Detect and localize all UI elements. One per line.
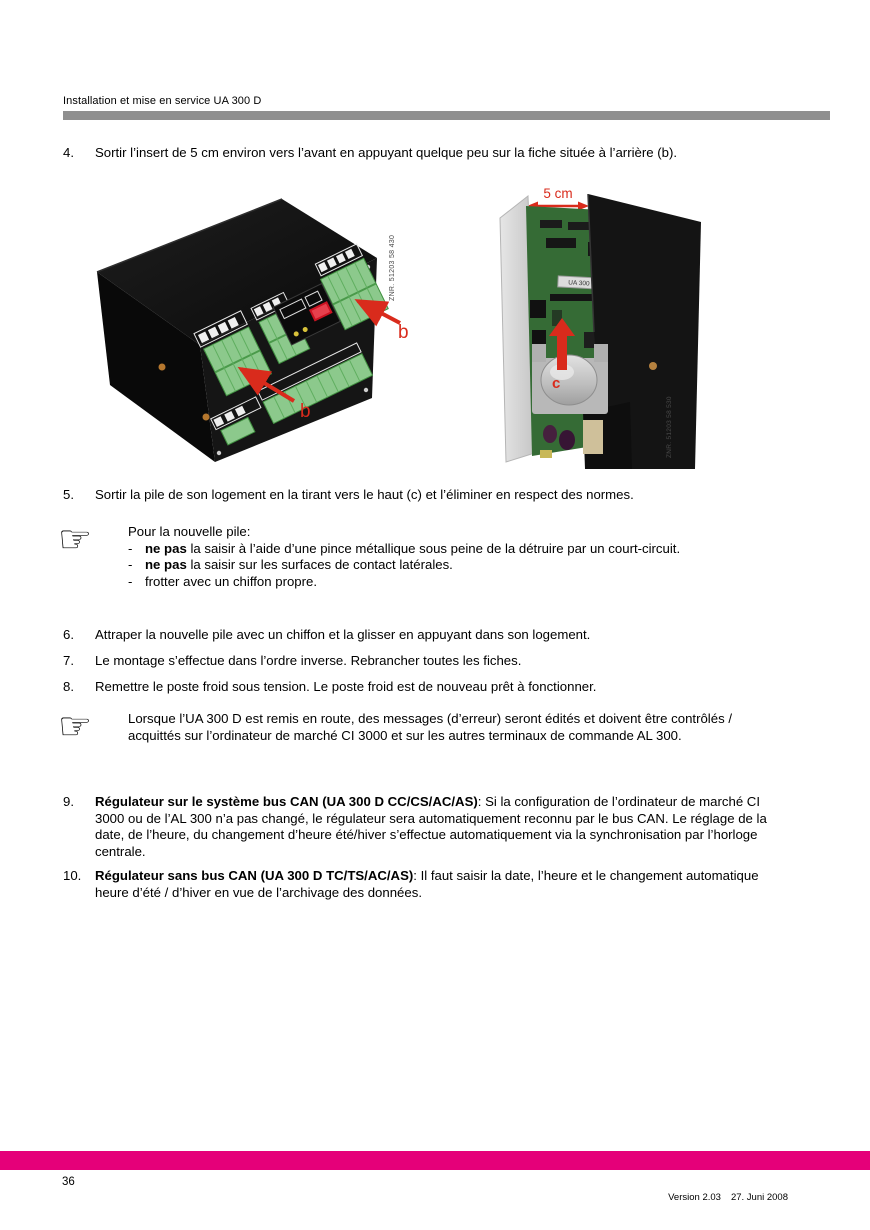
- note-item-rest: frotter avec un chiffon propre.: [145, 573, 318, 589]
- side-rivet: [159, 364, 166, 371]
- board-label: UA 300: [568, 279, 590, 288]
- step-number: 4.: [63, 145, 74, 160]
- step-9: [63, 794, 775, 860]
- step-number: 9.: [63, 794, 74, 809]
- step-text: [95, 487, 775, 504]
- note-battery-handling: [128, 524, 776, 590]
- note-list-item: [128, 574, 776, 591]
- step-body: : Si la configuration de l’ordinateur de marché CI 3000 ou de l’AL 300 n’a pas changé, le régulateur sera automatiquement reconnu par le bus CAN. Le réglage de la date, de l’heure, du changement d’heure été/hiver s’effectue automatiquement via la synchronisation par l’horloge centrale.: [95, 794, 767, 859]
- figure-side-view: [488, 182, 708, 474]
- page-number: 36: [62, 1176, 75, 1188]
- note-item-text: [145, 557, 453, 574]
- znr-code-vertical: ZNR. 51203 58 430: [389, 234, 396, 301]
- step-number: 6.: [63, 627, 74, 642]
- step-8: [63, 679, 775, 696]
- step-text: [95, 794, 775, 860]
- step-5: [63, 487, 775, 504]
- side-rivet: [203, 414, 210, 421]
- step-text: [95, 653, 775, 670]
- front-view-photo: [78, 185, 473, 470]
- label-b-bottom: b: [300, 401, 311, 422]
- note-list-item: [128, 557, 776, 574]
- note-item-bold: ne pas: [145, 540, 187, 556]
- step-bold: Régulateur sur le système bus CAN (UA 300 D CC/CS/AC/AS): [95, 794, 478, 809]
- figure-front-view: [78, 185, 473, 475]
- label-c: c: [552, 375, 561, 392]
- step-4: [63, 145, 775, 162]
- footer-accent-bar: [0, 1151, 870, 1170]
- step-6: [63, 627, 775, 644]
- version-date: 27. Juni 2008: [730, 1192, 788, 1203]
- dash: -: [128, 557, 133, 573]
- step-text: [95, 145, 775, 162]
- note-item-rest: la saisir à l’aide d’une pince métallique sous peine de la détruire par un court-circuit.: [186, 540, 681, 556]
- panel-screw: [217, 451, 221, 455]
- note-list-item: [128, 541, 776, 558]
- step-text: [95, 679, 775, 696]
- note-item-rest: la saisir sur les surfaces de contact latérales.: [186, 557, 453, 573]
- note-item-text: [145, 574, 317, 591]
- dash: -: [128, 573, 133, 589]
- note-item-text: [145, 541, 680, 558]
- step-body: Sortir la pile de son logement en la tirant vers le haut (c) et l’éliminer en respect des normes.: [95, 487, 634, 502]
- coin-battery: [541, 355, 597, 405]
- side-view-photo: [488, 182, 708, 469]
- manicule-icon: ☞: [58, 517, 93, 561]
- dash: -: [128, 540, 133, 556]
- step-body: Remettre le poste froid sous tension. Le poste froid est de nouveau prêt à fonctionner.: [95, 679, 597, 694]
- step-number: 8.: [63, 679, 74, 694]
- note-restart-messages: Lorsque l’UA 300 D est remis en route, des messages (d’erreur) seront édités et doivent être contrôlés / acquittés sur l’ordinateur de marché CI 3000 et sur les autres terminaux de commande AL 300.: [128, 711, 732, 743]
- step-number: 5.: [63, 487, 74, 502]
- panel-screw: [364, 388, 368, 392]
- version-label: Version 2.03: [668, 1192, 721, 1203]
- step-number: 10.: [63, 868, 82, 883]
- step-body: Attraper la nouvelle pile avec un chiffon et la glisser en appuyant dans son logement.: [95, 627, 591, 642]
- step-body: : Il faut saisir la date, l’heure et le changement automatique heure d’été / d’hiver en vue de l’archivage des données.: [95, 868, 759, 900]
- header-rule-bar: [63, 111, 830, 120]
- page-header-title: Installation et mise en service UA 300 D: [63, 95, 262, 107]
- step-10: [63, 868, 775, 901]
- step-bold: Régulateur sans bus CAN (UA 300 D TC/TS/AC/AS): [95, 868, 414, 883]
- step-body: Le montage s’effectue dans l’ordre inverse. Rebrancher toutes les fiches.: [95, 653, 522, 668]
- znr-code-vertical: ZNR. 51203 58 530: [666, 396, 673, 458]
- housing-screw: [649, 362, 657, 370]
- dimension-label-5cm: 5 cm: [543, 186, 573, 201]
- label-b-top: b: [398, 322, 409, 343]
- step-number: 7.: [63, 653, 74, 668]
- step-7: [63, 653, 775, 670]
- note-intro: Pour la nouvelle pile:: [128, 524, 251, 539]
- step-text: [95, 627, 775, 644]
- note-item-bold: ne pas: [145, 557, 187, 573]
- step-body: Sortir l’insert de 5 cm environ vers l’avant en appuyant quelque peu sur la fiche située à l’arrière (b).: [95, 145, 678, 160]
- footer-version: [658, 1181, 788, 1214]
- manicule-icon: ☞: [58, 704, 93, 748]
- step-text: [95, 868, 775, 901]
